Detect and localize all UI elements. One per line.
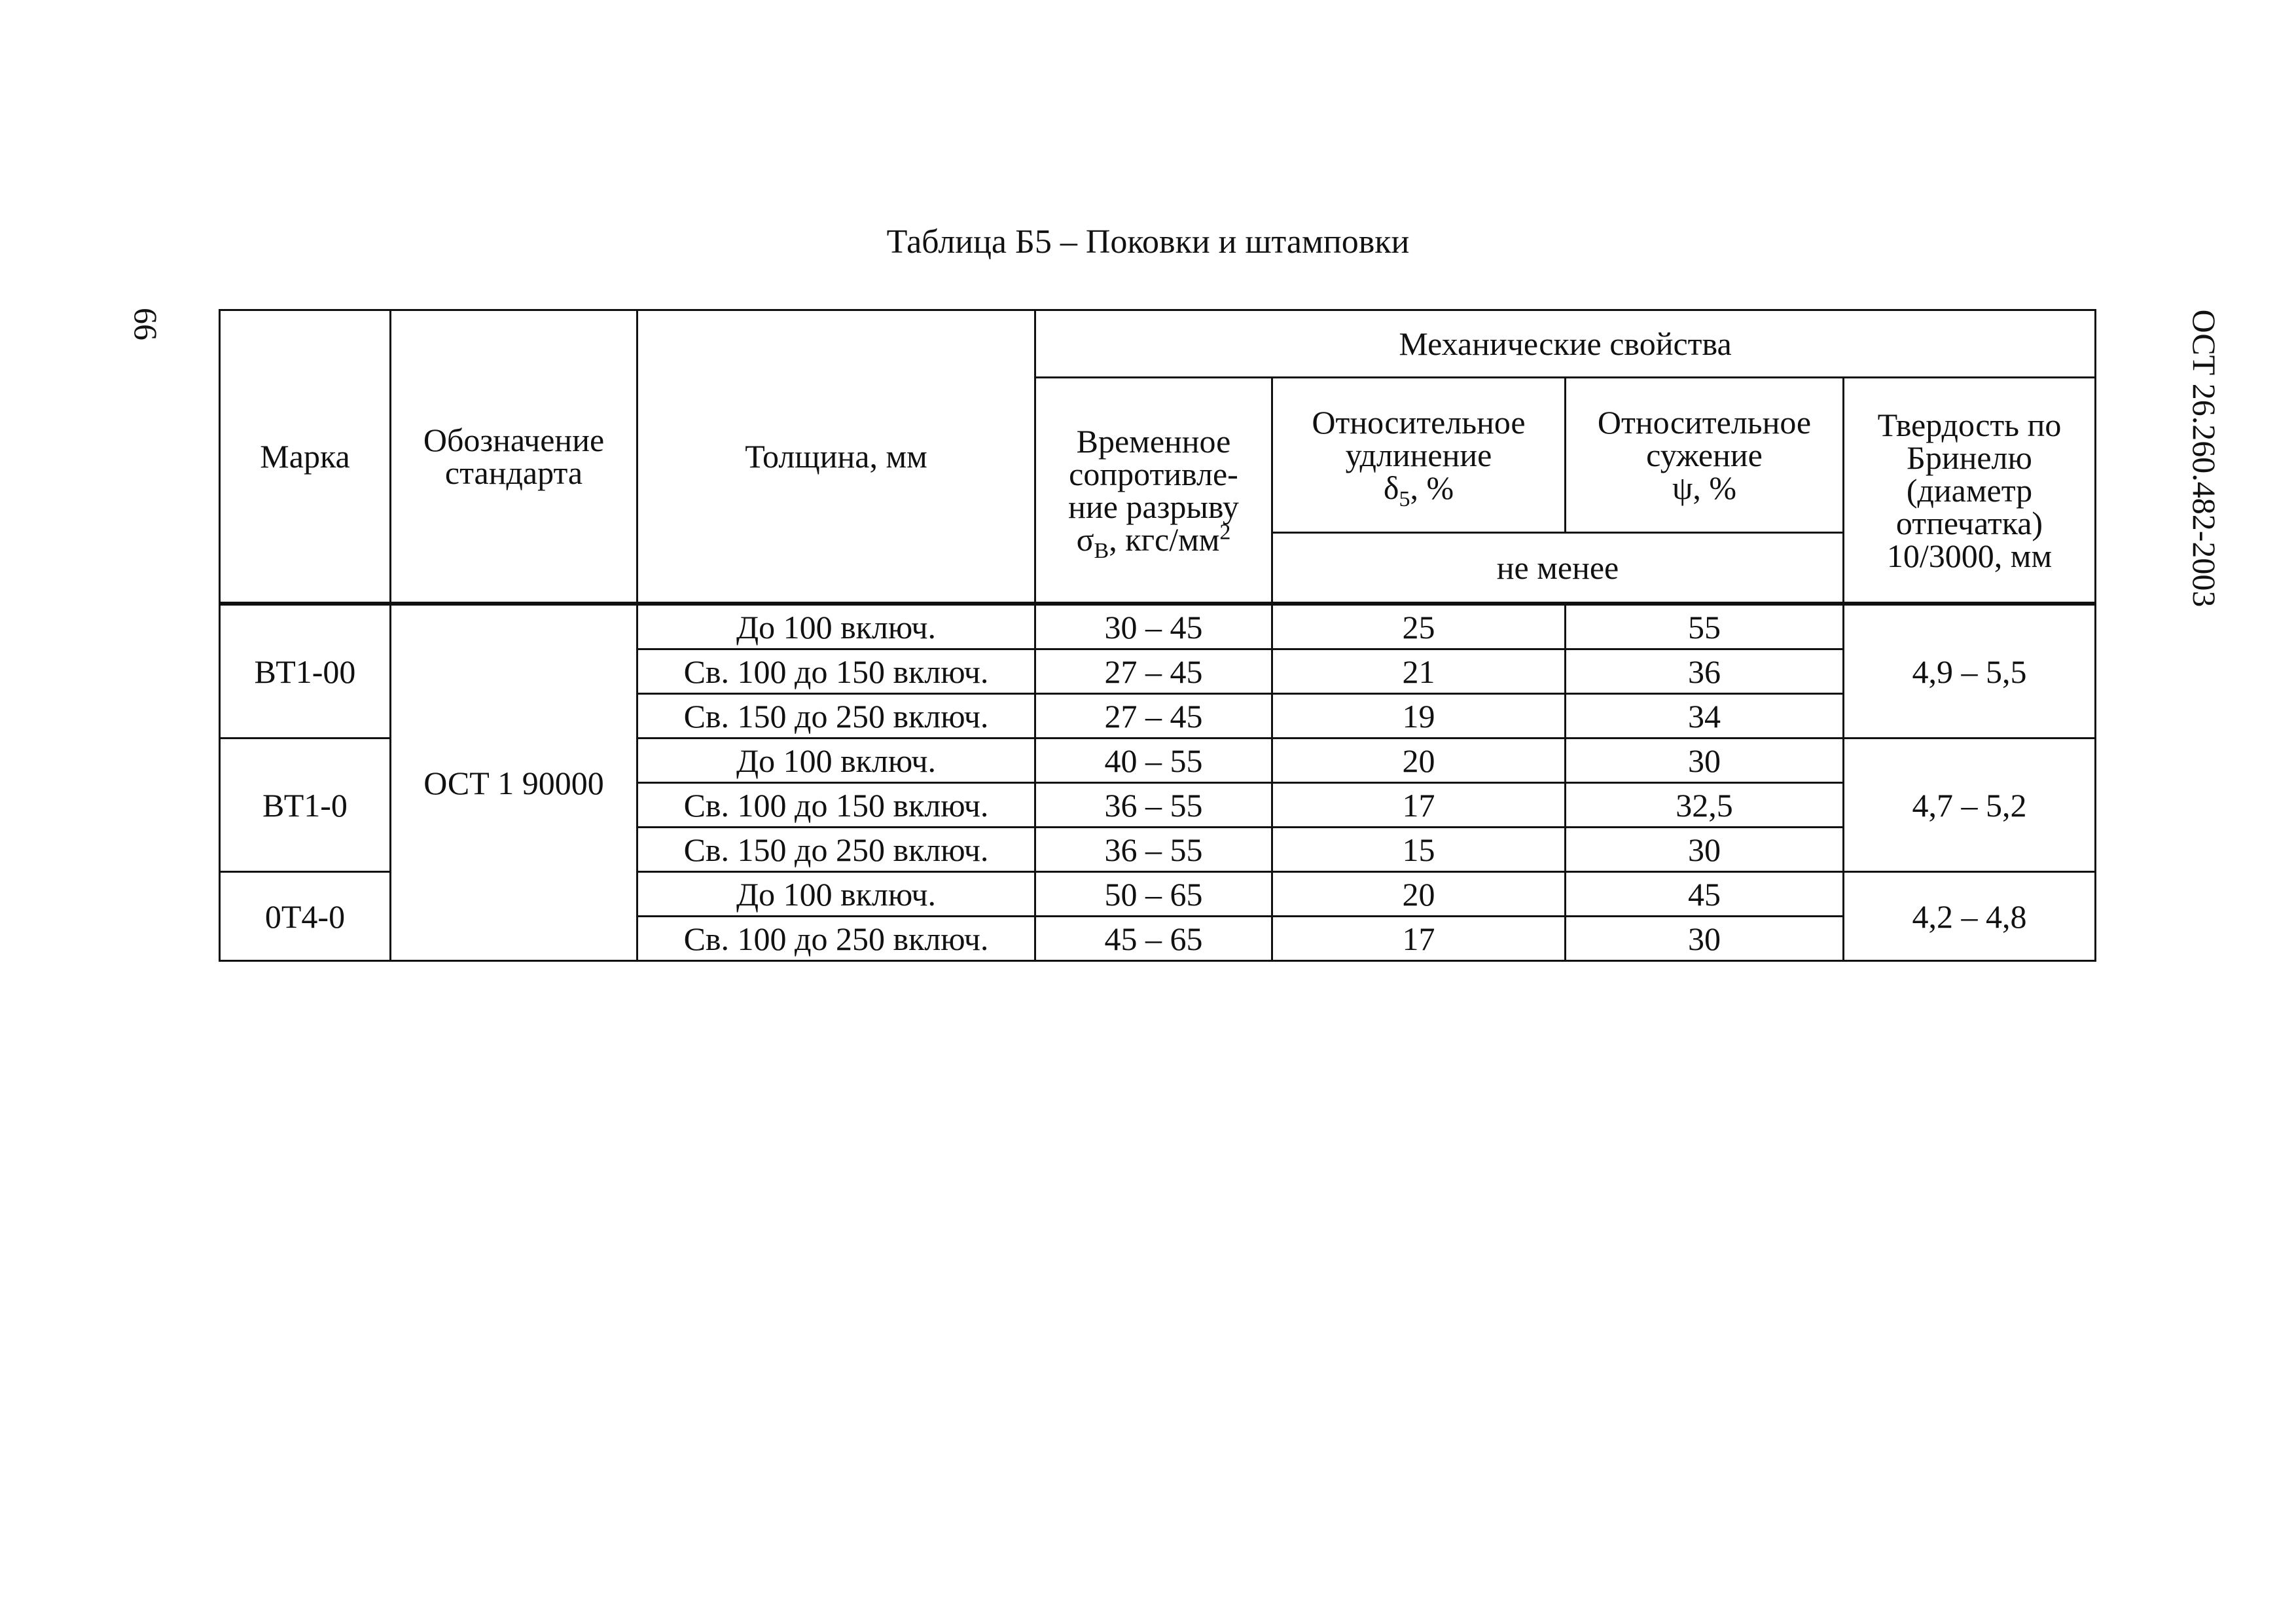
elongation-cell: 25 bbox=[1272, 604, 1566, 649]
elongation-cell: 20 bbox=[1272, 872, 1566, 917]
document-code: ОСТ 26.260.482-2003 bbox=[2186, 309, 2223, 608]
header-hardness bbox=[1844, 378, 2096, 604]
header-standard: Обозначение стандарта bbox=[391, 310, 637, 604]
elongation-cell: 19 bbox=[1272, 694, 1566, 739]
header-elongation-symbol: δ bbox=[1383, 469, 1399, 506]
tensile-cell: 45 – 65 bbox=[1035, 917, 1272, 961]
header-tensile-unit: , кгс/мм bbox=[1109, 520, 1220, 558]
thickness-cell: До 100 включ. bbox=[637, 872, 1035, 917]
header-tensile-line: Временное bbox=[1076, 422, 1231, 460]
hardness-cell: 4,7 – 5,2 bbox=[1844, 739, 2096, 872]
elongation-cell: 15 bbox=[1272, 828, 1566, 872]
header-thickness: Толщина, мм bbox=[637, 310, 1035, 604]
thickness-cell: Св. 150 до 250 включ. bbox=[637, 694, 1035, 739]
header-hardness-line: (диаметр bbox=[1906, 471, 2033, 509]
header-elongation-line: Относительное bbox=[1312, 404, 1526, 441]
forgings-table bbox=[219, 309, 2096, 962]
header-hardness-line: Твердость по bbox=[1877, 406, 2062, 443]
tensile-cell: 36 – 55 bbox=[1035, 783, 1272, 828]
table-title: Таблица Б5 – Поковки и штамповки bbox=[886, 223, 1410, 261]
header-hardness-line: 10/3000, мм bbox=[1886, 537, 2053, 574]
thickness-cell: Св. 100 до 150 включ. bbox=[637, 649, 1035, 694]
standard-cell: ОСТ 1 90000 bbox=[391, 604, 637, 961]
header-tensile-line: ние разрыву bbox=[1068, 488, 1239, 525]
header-elongation-line: удлинение bbox=[1345, 437, 1492, 473]
header-tensile-symbol: σ bbox=[1076, 520, 1094, 558]
reduction-cell: 55 bbox=[1566, 604, 1844, 649]
reduction-cell: 30 bbox=[1566, 828, 1844, 872]
header-hardness-line: отпечатка) bbox=[1895, 504, 2043, 541]
grade-cell: ВТ1-00 bbox=[220, 604, 391, 739]
tensile-cell: 30 – 45 bbox=[1035, 604, 1272, 649]
hardness-cell: 4,2 – 4,8 bbox=[1844, 872, 2096, 961]
reduction-cell: 30 bbox=[1566, 739, 1844, 783]
tensile-cell: 27 – 45 bbox=[1035, 694, 1272, 739]
header-hardness-line: Бринелю bbox=[1907, 439, 2032, 476]
tensile-cell: 40 – 55 bbox=[1035, 739, 1272, 783]
hardness-cell: 4,9 – 5,5 bbox=[1844, 604, 2096, 739]
tensile-cell: 50 – 65 bbox=[1035, 872, 1272, 917]
header-mechanical-properties: Механические свойства bbox=[1035, 310, 2096, 378]
thickness-cell: Св. 150 до 250 включ. bbox=[637, 828, 1035, 872]
header-tensile-strength bbox=[1035, 378, 1272, 604]
reduction-cell: 32,5 bbox=[1566, 783, 1844, 828]
reduction-cell: 30 bbox=[1566, 917, 1844, 961]
thickness-cell: Св. 100 до 250 включ. bbox=[637, 917, 1035, 961]
header-reduction-line: Относительное bbox=[1597, 404, 1812, 441]
tensile-cell: 27 – 45 bbox=[1035, 649, 1272, 694]
grade-cell: 0Т4-0 bbox=[220, 872, 391, 961]
header-tensile-subscript: В bbox=[1094, 538, 1109, 563]
tensile-cell: 36 – 55 bbox=[1035, 828, 1272, 872]
header-reduction-symbol: ψ, % bbox=[1672, 469, 1736, 506]
header-grade: Марка bbox=[220, 310, 391, 604]
elongation-cell: 20 bbox=[1272, 739, 1566, 783]
header-reduction bbox=[1566, 378, 1844, 533]
header-elongation-subscript: 5 bbox=[1399, 487, 1410, 511]
thickness-cell: До 100 включ. bbox=[637, 739, 1035, 783]
header-elongation-unit: , % bbox=[1410, 469, 1454, 506]
table-row bbox=[220, 604, 2096, 649]
elongation-cell: 21 bbox=[1272, 649, 1566, 694]
grade-cell: ВТ1-0 bbox=[220, 739, 391, 872]
reduction-cell: 34 bbox=[1566, 694, 1844, 739]
page-number: 66 bbox=[128, 308, 164, 340]
header-elongation bbox=[1272, 378, 1566, 533]
elongation-cell: 17 bbox=[1272, 783, 1566, 828]
reduction-cell: 45 bbox=[1566, 872, 1844, 917]
elongation-cell: 17 bbox=[1272, 917, 1566, 961]
header-not-less: не менее bbox=[1272, 533, 1844, 604]
reduction-cell: 36 bbox=[1566, 649, 1844, 694]
thickness-cell: До 100 включ. bbox=[637, 604, 1035, 649]
header-tensile-line: сопротивле- bbox=[1069, 455, 1238, 492]
header-reduction-line: сужение bbox=[1646, 437, 1763, 473]
thickness-cell: Св. 100 до 150 включ. bbox=[637, 783, 1035, 828]
header-tensile-superscript: 2 bbox=[1219, 519, 1231, 544]
